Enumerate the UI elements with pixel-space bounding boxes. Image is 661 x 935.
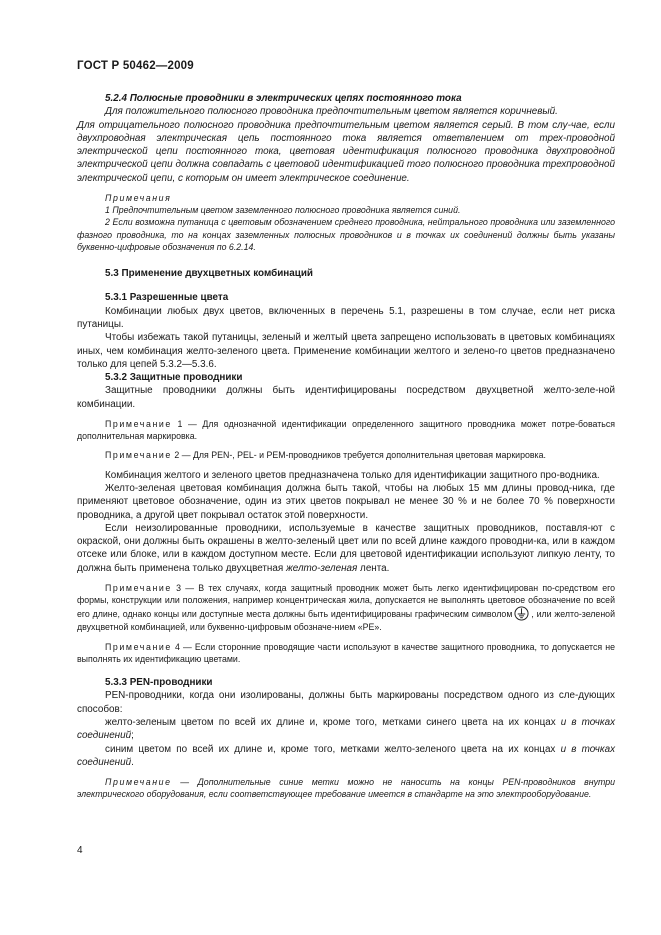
note-item bbox=[77, 582, 615, 634]
note-text: 2 — Для PEN-, PEL- и PEM-проводников требуется дополнительная цветовая маркировка. bbox=[171, 450, 546, 461]
note-label: Примечание bbox=[105, 641, 172, 652]
text-run: ; bbox=[131, 730, 134, 742]
note-text: 3 — В тех случаях, когда защитный проводник может быть легко идентифицирован по-средством его формы, конструкции или положения, например концентрическая жила, допускается не выполнять цветовое обозначение по всей его длине, однако концы или доступные места должны быть идентифицированы графическим символом bbox=[77, 583, 615, 620]
note-item bbox=[77, 449, 615, 461]
text-run: Если неизолированные проводники, используемые в качестве защитных проводников, поставля-ют с окраской, они должны быть окрашены в желто-зеленый цвет или по всей длине каждого проводни-ка, или в каждом отсеке или блоке, или в каждом доступном месте. Если для цветовой идентификации используют липкую ленту, то должна быть применена только двухцветная bbox=[77, 522, 615, 574]
italic-run: желто-зеленая bbox=[285, 562, 358, 574]
notes-title: Примечания bbox=[105, 193, 172, 204]
paragraph: Чтобы избежать такой путаницы, зеленый и желтый цвета запрещено использовать в цветовых комбинациях иных, чем комбинация желто-зеленого цвета. Применение комбинации желтого и зелено-го цветов предназначено только для цепей 5.3.2—5.3.6. bbox=[77, 332, 615, 370]
note-text: 1 — Для однозначной идентификации определенного защитного проводника может потре-боваться дополнительная маркировка. bbox=[77, 419, 615, 442]
section-5-2-4-heading: 5.2.4 Полюсные проводники в электрических цепях постоянного тока bbox=[105, 93, 462, 104]
paragraph: PEN-проводники, когда они изолированы, должны быть маркированы посредством одного из сле-дующих способов: bbox=[77, 690, 615, 715]
page-number: 4 bbox=[77, 845, 83, 856]
document-body bbox=[77, 92, 615, 801]
section-5-3-1-heading: 5.3.1 Разрешенные цвета bbox=[105, 292, 229, 304]
italic-run: и в точках соединений bbox=[77, 716, 616, 742]
paragraph: Защитные проводники должны быть идентифицированы посредством двухцветной желто-зеле-ной комбинации. bbox=[77, 385, 615, 410]
section-5-3-3-heading: 5.3.3 PEN-проводники bbox=[105, 677, 213, 689]
note-text: 4 — Если сторонние проводящие части используют в качестве защитного проводника, то допускается не выполнять их идентификацию цветами. bbox=[77, 641, 615, 664]
note-label: Примечание bbox=[105, 583, 172, 594]
text-run: лента. bbox=[357, 562, 390, 574]
paragraph: Для отрицательного полюсного проводника предпочтительным цветом является серый. В том слу-чае, если двухпроводная электрическая цепь постоянного тока является ответвлением от трех-проводной электрической цепи постоянного тока, цветовая идентификация полюсного проводника двухпроводной электрической цепи должна совпадать с цветовой идентификацией того полюсного проводника трехпроводной электрической цепи, с которым он имеет электрическое соединение. bbox=[77, 119, 615, 184]
note-item bbox=[77, 641, 615, 665]
paragraph: Комбинации любых двух цветов, включенных в перечень 5.1, разрешены в том случае, если нет риска путаницы. bbox=[77, 305, 615, 330]
protective-earth-icon bbox=[514, 606, 529, 621]
paragraph: Комбинация желтого и зеленого цветов предназначена только для идентификации защитного про-водника. bbox=[105, 469, 600, 481]
note-label: Примечание bbox=[105, 777, 172, 788]
text-run: желто-зеленым цветом по всей их длине и, кроме того, метками синего цвета на их концах bbox=[105, 716, 561, 728]
document-code: ГОСТ Р 50462—2009 bbox=[77, 60, 194, 72]
note-label: Примечание bbox=[105, 450, 172, 461]
note-label: Примечание bbox=[105, 419, 172, 430]
section-5-3-2-heading: 5.3.2 Защитные проводники bbox=[105, 372, 243, 384]
text-run: . bbox=[131, 756, 134, 768]
note-item bbox=[77, 776, 615, 800]
list-item bbox=[77, 743, 615, 770]
paragraph: Для положительного полюсного проводника предпочтительным цветом является коричневый. bbox=[105, 106, 558, 118]
note-item bbox=[77, 418, 615, 442]
note-text: — Дополнительные синие метки можно не наносить на концы PEN-проводников внутри электрического оборудования, если соответствующее требование имеется в стандарте на это электрооборудование. bbox=[77, 777, 615, 800]
text-run: синим цветом по всей их длине и, кроме того, метками желто-зеленого цвета на их концах bbox=[105, 743, 561, 755]
section-5-3-heading: 5.3 Применение двухцветных комбинаций bbox=[105, 268, 313, 280]
italic-run: и в точках соединений bbox=[77, 743, 616, 768]
note-item: 1 Предпочтительным цветом заземленного полюсного проводника является синий. bbox=[105, 205, 461, 216]
note-item: 2 Если возможна путаница с цветовым обозначением среднего проводника, нейтрального проводника или заземленного фазного проводника, то на концах заземленных полюсных проводников и в точках их соединений должны быть указаны буквенно-цифровые обозначения по 6.2.14. bbox=[77, 217, 615, 252]
paragraph bbox=[77, 522, 615, 575]
list-item bbox=[77, 716, 615, 743]
note-text: , или желто-зеленой двухцветной комбинацией, или буквенно-цифровым обозначе-нием «PE». bbox=[77, 609, 615, 633]
paragraph: Желто-зеленая цветовая комбинация должна быть такой, чтобы на любых 15 мм длины провод-ника, где применяют цветовое обозначение, один из этих цветов покрывал не менее 30 % и не более 70 % поверхности проводника, а другой цвет покрывал остаток этой поверхности. bbox=[77, 482, 615, 521]
